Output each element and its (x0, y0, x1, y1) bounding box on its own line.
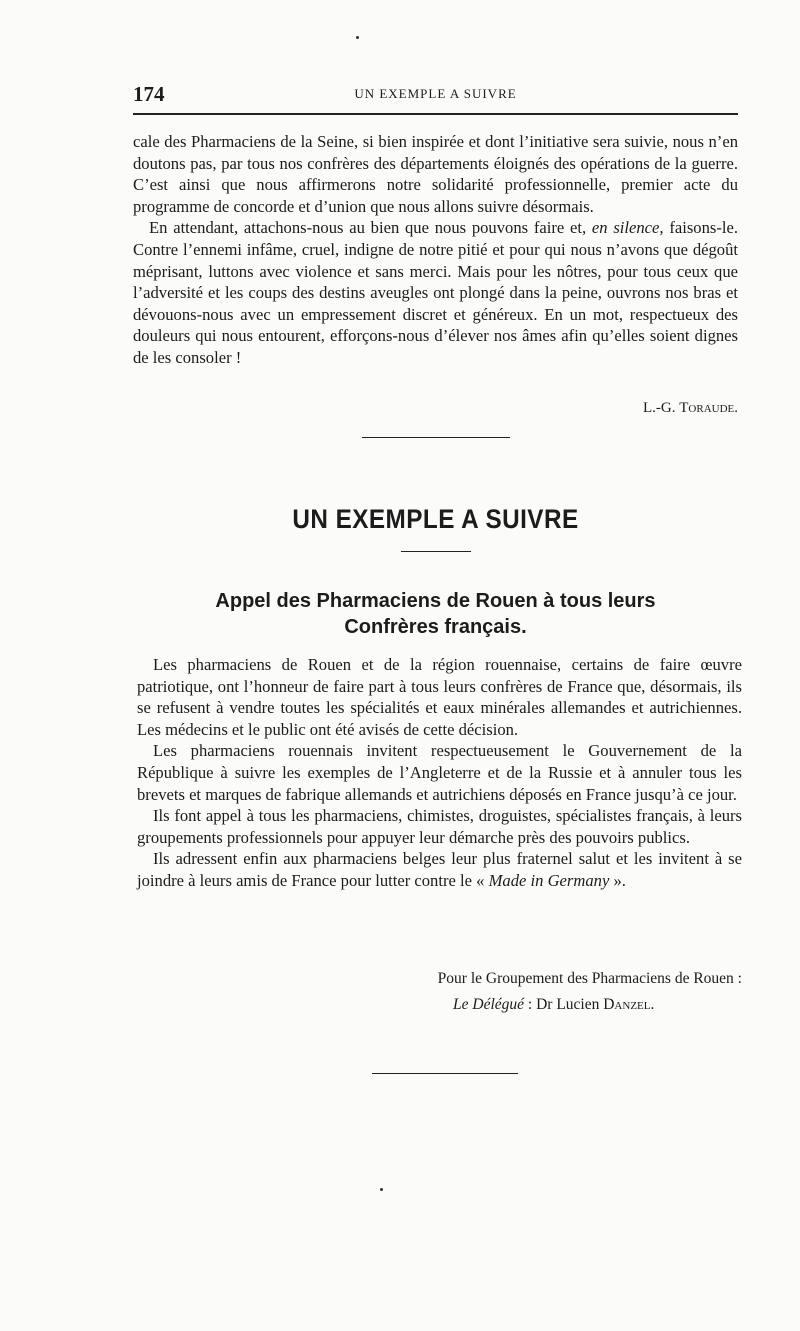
author-signature: L.-G. Toraude. (643, 400, 738, 416)
section-divider (362, 437, 510, 438)
article-subtitle: Appel des Pharmaciens de Rouen à tous leurs Confrères français. (215, 590, 656, 638)
paragraph: cale des Pharmaciens de la Seine, si bien inspirée et dont l’initiative sera suivie, nous n’en doutons pas, par tous nos confrères des départements éloignés des opérations de la guerre. C’est ainsi que nous affirmerons notre solidarité professionnelle, premier acte du programme de concorde et d’union que nous allons suivre désormais. (133, 132, 738, 216)
signature-line: Pour le Groupement des Pharmaciens de Rouen : (437, 970, 742, 987)
end-rule (372, 1073, 518, 1074)
speck (356, 36, 359, 39)
signature-line: Le Délégué : Dr Lucien Danzel. (453, 996, 655, 1013)
article-title: UN EXEMPLE A SUIVRE (292, 504, 579, 534)
speck (380, 1188, 383, 1191)
header-rule (133, 113, 738, 115)
article-body (137, 654, 742, 892)
paragraph: Les pharmaciens rouennais invitent respectueusement le Gouvernement de la République à suivre les exemples de l’Angleterre et de la Russie et à annuler tous les brevets et marques de fabrique allemands et autrichiens déposés en France jusqu’à ce jour. (137, 741, 742, 804)
paragraph: Ils font appel à tous les pharmaciens, chimistes, droguistes, spécialistes français, à leurs groupements professionnels pour appuyer leur démarche près des pouvoirs publics. (137, 806, 742, 847)
emphasis-text: en silence (591, 218, 660, 238)
running-head (133, 82, 738, 110)
paragraph: En attendant, attachons-nous au bien que nous pouvons faire et, en silence, faisons-le. Contre l’ennemi infâme, cruel, indigne de notre pitié et pour qui nous n’avons que dégoût méprisant, luttons avec violence et sans merci. Mais pour les nôtres, pour tous ceux que l’adversité et les coups des destins aveugles ont plongé dans la peine, ouvrons nos bras et dévouons-nous avec un empressement discret et généreux. En un mot, respectueux des douleurs qui nous entourent, efforçons-nous d’élever nos âmes afin qu’elles soient dignes de les consoler ! (133, 218, 738, 367)
paragraph: Les pharmaciens de Rouen et de la région rouennaise, certains de faire œuvre patriotique, ont l’honneur de faire part à tous leurs confrères de France que, désormais, ils se refusent à vendre toutes les spécialités et eaux minérales allemandes et autrichiennes. Les médecins et le public ont été avisés de cette décision. (137, 655, 742, 739)
running-title: UN EXEMPLE A SUIVRE (354, 86, 517, 101)
paragraph: Ils adressent enfin aux pharmaciens belges leur plus fraternel salut et les invitent à se joindre à leurs amis de France pour lutter contre le « Made in Germany ». (137, 849, 742, 890)
emphasis-text: Made in Germany (488, 870, 610, 890)
signature-block (137, 966, 742, 1018)
title-rule (401, 551, 471, 552)
page-number: 174 (133, 82, 165, 106)
article-continuation (133, 131, 738, 369)
